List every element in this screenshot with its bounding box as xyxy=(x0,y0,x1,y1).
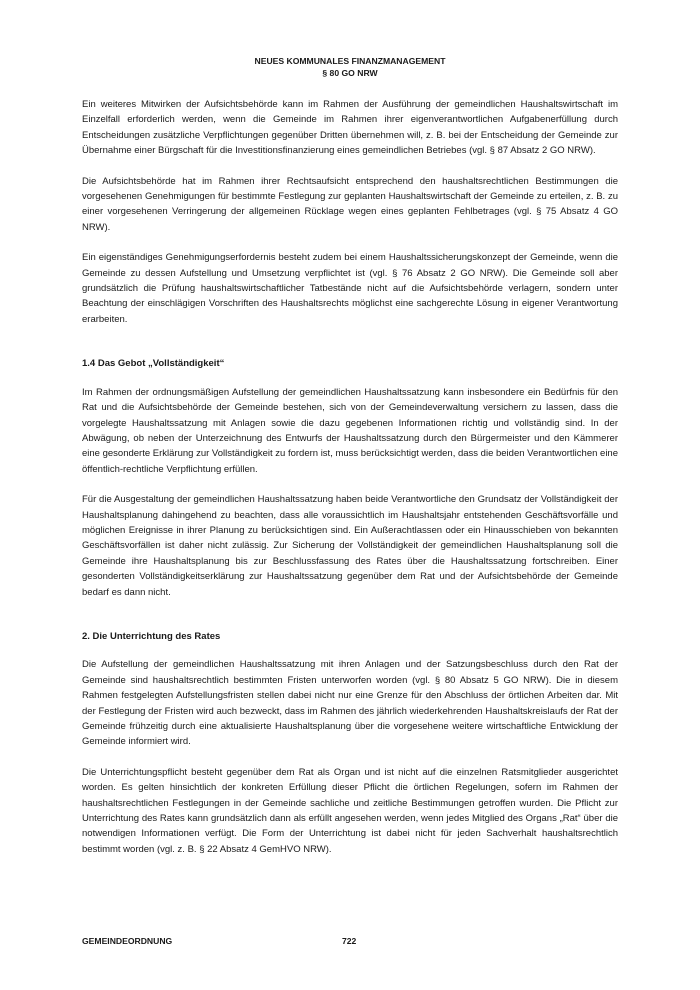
header-subtitle: § 80 GO NRW xyxy=(322,68,378,78)
section-1-4-paragraph-2: Für die Ausgestaltung der gemeindlichen Haushaltssatzung haben beide Verantwortliche den Grundsatz der Vollständigkeit der Haushaltsplanung dahingehend zu beachten, dass alle voraussichtlich im Haushaltsjahr entstehenden Geschäftsvorfälle und möglichen Ereignisse in ihrer Planung zu berücksichtigen sind. Ein Außerachtlassen oder ein Hinausschieben von bekannten Geschäftsvorfällen ist daher nicht zulässig. Zur Sicherung der Vollständigkeit der gemeindlichen Haushaltsplanung soll die Gemeinde ihre Haushaltsplanung bis zur Beschlussfassung des Rates über die Haushaltssatzung fortschreiben. Einer gesonderten Vollständigkeitserklärung zur Haushaltssatzung gegenüber dem Rat und der Aufsichtsbehörde der Gemeinde bedarf es dann nicht. xyxy=(82,494,618,598)
page-header xyxy=(0,55,700,79)
section-1-4-paragraph-1: Im Rahmen der ordnungsmäßigen Aufstellung der gemeindlichen Haushaltssatzung kann insbesondere ein Bedürfnis für den Rat und die Aufsichtsbehörde der Gemeinde bestehen, sich von der Gemeindeverwaltung versichern zu lassen, dass die vorgelegte Haushaltssatzung mit Anlagen sowie die dazu gegebenen Informationen richtig und vollständig sind. In der Abwägung, ob neben der Unterzeichnung des Entwurfs der Haushaltssatzung durch den Bürgermeister und den Kämmerer eine gesonderte Erklärung zur Vollständigkeit zu fordern ist, muss berücksichtigt werden, dass die beiden Verantwortlichen eine öffentlich-rechtliche Verpflichtung erfüllen. xyxy=(82,386,618,475)
page-body xyxy=(82,97,618,872)
footer-label: GEMEINDEORDNUNG xyxy=(82,936,173,946)
intro-paragraph-2: Die Aufsichtsbehörde hat im Rahmen ihrer Rechtsaufsicht entsprechend den haushaltsrechtlichen Bestimmungen die vorgesehenen Genehmigungen für bestimmte Festlegung zur geplanten Haushaltswirtschaft der Gemeinde zu erteilen, z. B. zu einer vorgesehenen Verringerung der allgemeinen Rücklage wegen eines geplanten Fehlbetrages (vgl. § 75 Absatz 4 GO NRW). xyxy=(82,175,618,233)
section-heading-2: 2. Die Unterrichtung des Rates xyxy=(82,630,221,642)
intro-paragraph-1: Ein weiteres Mitwirken der Aufsichtsbehörde kann im Rahmen der Ausführung der gemeindlichen Haushaltswirtschaft im Einzelfall erforderlich werden, wenn die Gemeinde im Rahmen ihrer eigenverantwortlichen Aufgabenerfüllung durch Entscheidungen zusätzliche Verpflichtungen gegenüber Dritten übernehmen will, z. B. bei der Entscheidung der Gemeinde zur Übernahme einer Bürgschaft für die Investitionsfinanzierung eines gemeindlichen Betriebes (vgl. § 87 Absatz 2 GO NRW). xyxy=(82,99,618,157)
section-heading-1-4: 1.4 Das Gebot „Vollständigkeit“ xyxy=(82,358,225,370)
section-2-paragraph-2: Die Unterrichtungspflicht besteht gegenüber dem Rat als Organ und ist nicht auf die einzelnen Ratsmitglieder ausgerichtet worden. Es gelten hinsichtlich der konkreten Erfüllung dieser Pflicht die örtlichen Regelungen, sofern im Rahmen der haushaltsrechtlichen Festlegungen in der Gemeinde sachliche und zeitliche Bestimmungen getroffen wurden. Die Pflicht zur Unterrichtung des Rates kann grundsätzlich dann als erfüllt angesehen werden, wenn jedes Mitglied des Organs „Rat“ über die notwendigen Informationen verfügt. Die Form der Unterrichtung ist dabei nicht für jeden Sachverhalt haushaltsrechtlich bestimmt worden (vgl. z. B. § 22 Absatz 4 GemHVO NRW). xyxy=(82,766,618,855)
section-2-paragraph-1: Die Aufstellung der gemeindlichen Haushaltssatzung mit ihren Anlagen und der Satzungsbeschluss durch den Rat der Gemeinde sind haushaltsrechtlich bestimmten Fristen unterworfen worden (vgl. § 80 Absatz 5 GO NRW). Die in diesem Rahmen festgelegten Aufstellungsfristen stellen dabei nicht nur eine Grenze für den Abschluss der örtlichen Arbeiten dar. Mit der Festlegung der Fristen wird auch bezweckt, dass im Rahmen des jährlich wiederkehrenden Haushaltskreislaufs der Rat der Gemeinde frühzeitig durch eine aktualisierte Haushaltsplanung über die vorgesehene weitere wirtschaftliche Entwicklung der Gemeinde informiert wird. xyxy=(82,659,618,748)
page-number: 722 xyxy=(342,936,357,946)
header-title: NEUES KOMMUNALES FINANZMANAGEMENT xyxy=(254,56,446,66)
intro-paragraph-3: Ein eigenständiges Genehmigungserfordernis besteht zudem bei einem Haushaltssicherungskonzept der Gemeinde, wenn die Gemeinde zu dessen Aufstellung und Umsetzung verpflichtet ist (vgl. § 76 Absatz 2 GO NRW). Die Gemeinde soll aber grundsätzlich die Prüfung haushaltswirtschaftlicher Tatbestände nicht auf die Aufsichtsbehörde verlagern, sondern unter Beachtung der einschlägigen Vorschriften des Haushaltsrechts möglichst eine sachgerechte Lösung in eigener Verantwortung erarbeiten. xyxy=(82,252,618,325)
